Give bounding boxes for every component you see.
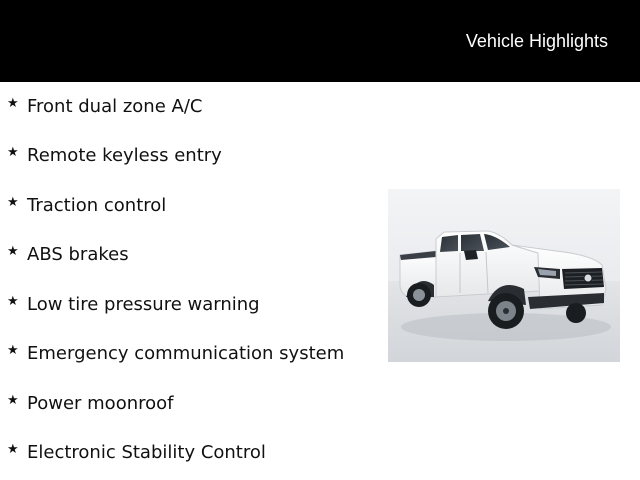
page-title: Vehicle Highlights: [465, 31, 608, 51]
feature-item: [0, 392, 380, 422]
feature-item: [0, 293, 380, 323]
star-icon: ★: [7, 145, 19, 160]
star-icon: ★: [7, 393, 19, 408]
feature-label: Electronic Stability Control: [27, 442, 266, 463]
star-icon: ★: [7, 343, 19, 358]
feature-item: [0, 144, 380, 174]
star-icon: ★: [7, 96, 19, 111]
feature-item: [0, 441, 380, 471]
pickup-truck-image: [388, 189, 620, 362]
feature-label: Low tire pressure warning: [27, 294, 260, 315]
star-icon: ★: [7, 195, 19, 210]
star-icon: ★: [7, 244, 19, 259]
vehicle-photo: [388, 189, 620, 362]
feature-label: Power moonroof: [27, 393, 174, 414]
feature-item: [0, 243, 380, 273]
feature-label: ABS brakes: [27, 244, 129, 265]
feature-label: Traction control: [27, 195, 167, 216]
feature-label: Remote keyless entry: [27, 145, 222, 166]
feature-item: [0, 194, 380, 224]
feature-item: [0, 342, 380, 372]
star-icon: ★: [7, 442, 19, 457]
star-icon: ★: [7, 294, 19, 309]
feature-label: Front dual zone A/C: [27, 96, 203, 117]
feature-item: [0, 95, 380, 125]
feature-label: Emergency communication system: [27, 343, 345, 364]
header-bar: [0, 0, 640, 82]
